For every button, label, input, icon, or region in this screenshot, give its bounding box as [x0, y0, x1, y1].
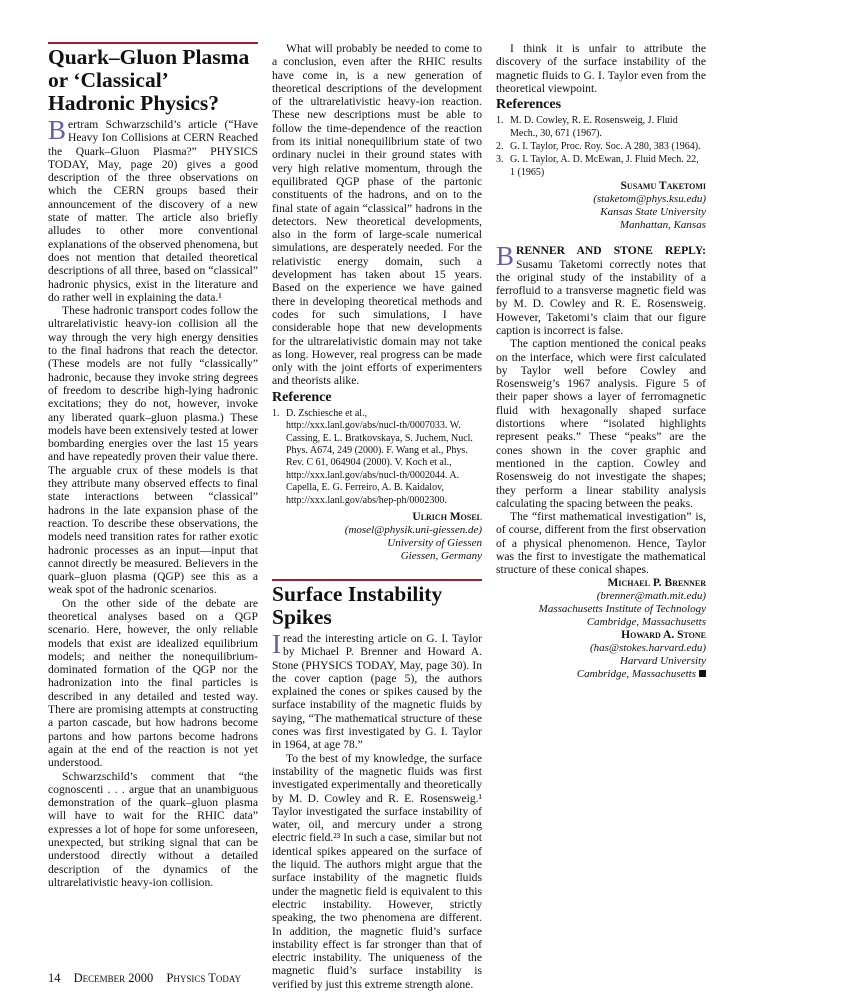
reply-signature-1	[496, 577, 706, 629]
article1-signature	[272, 511, 482, 563]
end-mark-icon	[699, 670, 706, 677]
article2-signature	[496, 180, 706, 232]
headline-rule	[48, 42, 258, 44]
column-3	[496, 42, 706, 681]
article2-reference-list	[496, 115, 706, 179]
article1-paragraph-3: On the other side of the debate are theoretical analyses based on a QGP scenario. Here, however, the only reliable models that exist are idealized equilibrium models; and neither the nonequilibrium-dominated formation of the QGP nor the hadronization into the final particles is described in any detailed and tested way. There are promising attempts at constructing a parton cascade, but how hadrons become partons and how partons become hadrons again at the end of the reaction is not yet understood.	[48, 596, 258, 770]
article2-paragraph-1: I read the interesting article on G. I. Taylor by Michael P. Brenner and Howard A. Stone (PHYSICS TODAY, May, page 30). In the cover caption (page 5), the authors explained the cones or spikes caused by the surface instability of the magnetic fluids by saying, “The mathematical structure of these cones was first investigated by G. I. Taylor in 1964, at age 78.”	[272, 628, 482, 752]
author-institution: Harvard University	[619, 654, 706, 667]
author-name: Ulrich Mosel	[412, 510, 482, 523]
reply-dropcap: B	[496, 241, 515, 272]
article1-dropcap: B	[48, 115, 67, 145]
author-email[interactable]: (brenner@math.mit.edu)	[596, 589, 706, 602]
article1-paragraph-1: Bertram Schwarzschild’s article (“Have Heavy Ion Collisions at CERN Reached the Quark–Gluon Plasma?” PHYSICS TODAY, May, page 20) gives a good description of the three observations on which the CERN groups based their announcement of the discovery of a new state of matter. The article also briefly alludes to other more conventional explanations of the observed phenomena, but does not mention that detailed theoretical descriptions of all three, based on “classical” hadronic physics, exist in the literature and do rather well in explaining the data.¹	[48, 115, 258, 304]
article2-reference-heading: References	[496, 97, 562, 113]
author-name: Howard A. Stone	[621, 628, 706, 641]
reference-item: 2. G. I. Taylor, Proc. Roy. Soc. A 280, 383 (1964).	[496, 141, 701, 152]
author-location: Manhattan, Kansas	[619, 219, 706, 232]
reply-signature-2	[496, 629, 706, 681]
magazine-name: Physics Today	[166, 971, 242, 985]
article1-paragraph-5: What will probably be needed to come to a conclusion, even after the RHIC results have come in, is a new generation of theoretical descriptions of the development of the ultrarelativistic heavy-ion reaction. These new descriptions must be able to follow the time-dependence of the reaction from its initial nonequilibrium state of two ordinary nuclei in their ground states with very high relative momentum, through the equilibrated QGP phase of the partonic constituents of the hadrons, and on to the final state of again “classical” hadrons in the detectors. New theoretical developments, also in the form of large-scale numerical simulations, are desperately needed. For the relativistic energy domain, such a development has taken about 15 years. Based on the experience we have gained there in developing theoretical methods and codes for such simulations, I have considerable hope that new developments for the ultrarelativistic domain may not take as long. However, real progress can be made only with the joint efforts of experimenters and theorists alike.	[272, 42, 482, 388]
page-number: 14	[48, 971, 61, 985]
author-institution: Massachusetts Institute of Technology	[538, 602, 706, 615]
author-location: Giessen, Germany	[400, 549, 482, 562]
author-email[interactable]: (has@stokes.harvard.edu)	[589, 641, 706, 654]
author-email[interactable]: (mosel@physik.uni-giessen.de)	[344, 523, 482, 536]
issue-date: December 2000	[73, 971, 154, 985]
author-email[interactable]: (staketom@phys.ksu.edu)	[593, 193, 706, 206]
article1-reference-list	[272, 408, 482, 507]
article2-paragraph-3: I think it is unfair to attribute the discovery of the surface instability of the magnetic fluids to G. I. Taylor even from the theoretical viewpoint.	[496, 42, 706, 95]
article1-paragraph-4a: Schwarzschild’s comment that “the cognoscenti . . . argue that an unambiguous demonstration of the quark–gluon plasma will have to wait for the RHIC data” expresses a lot of hope for some unforeseen, unexpected, but striking signal that can be understood directly without a detailed description of the dynamics of the ultrarelativistic heavy-ion collision.	[48, 769, 258, 889]
reply-paragraph-2: The caption mentioned the conical peaks on the interface, which were first calculated by Taylor well before Cowley and Rosensweig’s 1967 analysis. Figure 5 of their paper shows a layer of ferromagnetic fluid with hexagonally shaped surface distortions where “isolated highlights represent peaks.” These “peaks” are the cones shown in the cover graphic and mentioned in the caption. Cowley and Rosensweig do not investigate the shapes; they perform a linear stability analysis calculating the spacing between the peaks.	[496, 337, 706, 510]
page-footer	[48, 971, 241, 985]
author-institution: University of Giessen	[387, 536, 482, 549]
reference-item: 1. M. D. Cowley, R. E. Rosensweig, J. Fluid Mech., 30, 671 (1967).	[496, 115, 678, 139]
article2-paragraph-2: To the best of my knowledge, the surface instability of the magnetic fluids was first investigated experimentally and theoretically by M. D. Cowley and R. E. Rosensweig.¹ Taylor investigated the surface instability of water, oil, and mercury under a strong electric field.²³ In such a case, similar but not identical spikes appeared on the surface of the liquid. The authors might argue that the surface instability of the magnetic fluids under the magnetic field is equivalent to this electric instability. However, strictly speaking, the two phenomena are different. In addition, the magnetic fluid’s surface instability effect is far stronger than that of electric instability. The uniqueness of the magnetic fluid’s surface instability is verified by just this extreme strength alone.	[272, 751, 482, 991]
reply-paragraph-1: BRENNER AND STONE REPLY: Susamu Taketomi correctly notes that the original study of the instability of a ferrofluid to a transverse magnetic field was by M. D. Cowley and R. E. Rosensweig. However, Taketomi’s claim that our figure caption is incorrect is false.	[496, 241, 706, 337]
article1-title: Quark–Gluon Plasma or ‘Classical’ Hadronic Physics?	[48, 45, 250, 115]
article2-dropcap: I	[272, 628, 281, 659]
reference-item: 1. D. Zschiesche et al., http://xxx.lanl.gov/abs/nucl-th/0007033. W. Cassing, E. L. Bratkovskaya, S. Juchem, Nucl. Phys. A674, 249 (2000). F. Wang et al., Phys. Rev. C 61, 064904 (2000). V. Koch et al., http://xxx.lanl.gov/abs/nucl-th/0002044. A. Capella, E. G. Ferreiro, A. B. Kaidalov, http://xxx.lanl.gov/abs/hep-ph/0002300.	[272, 407, 473, 506]
column-2	[272, 42, 482, 991]
reply-heading: RENNER AND STONE REPLY:	[516, 244, 706, 258]
column-1	[48, 42, 258, 889]
reference-item: 3. G. I. Taylor, A. D. McEwan, J. Fluid Mech. 22, 1 (1965)	[496, 154, 699, 178]
author-location: Cambridge, Massachusetts	[496, 668, 706, 681]
headline-rule	[272, 579, 482, 581]
author-location: Cambridge, Massachusetts	[586, 615, 706, 628]
article1-paragraph-2: These hadronic transport codes follow the ultrarelativistic heavy-ion collision all the way through the very high energy densities to the final hadrons that reach the detector. (These models are not fully “classically” hadronic, because they invoke string degrees of freedom to describe high-lying hadronic excitations; they do not, however, invoke any liberated quark–gluon plasma.) These models have been extensively tested at lower bombarding energies over the last 15 years and have repeatedly proven their value there. The arguable crux of these models is that they attribute many observed effects to final state interactions between “classical” hadrons in the late expansion phase of the reaction. To describe these observations, the models need transition rates for rather exotic hadronic processes as an input—input that cannot directly be measured. Believers in the quark–gluon plasma (QGP) see this as a weak spot of the hadronic scenarios.	[48, 304, 258, 597]
author-name: Susamu Taketomi	[620, 180, 706, 193]
article1-reference-heading: Reference	[272, 389, 332, 405]
reply-paragraph-3: The “first mathematical investigation” is, of course, different from the first observation of a physical phenomenon. Hence, Taylor was the first to investigate the mathematical structure of these conical shapes.	[496, 510, 706, 577]
article2-title: Surface Instability Spikes	[272, 581, 443, 629]
author-institution: Kansas State University	[600, 206, 706, 219]
author-name: Michael P. Brenner	[607, 576, 706, 589]
